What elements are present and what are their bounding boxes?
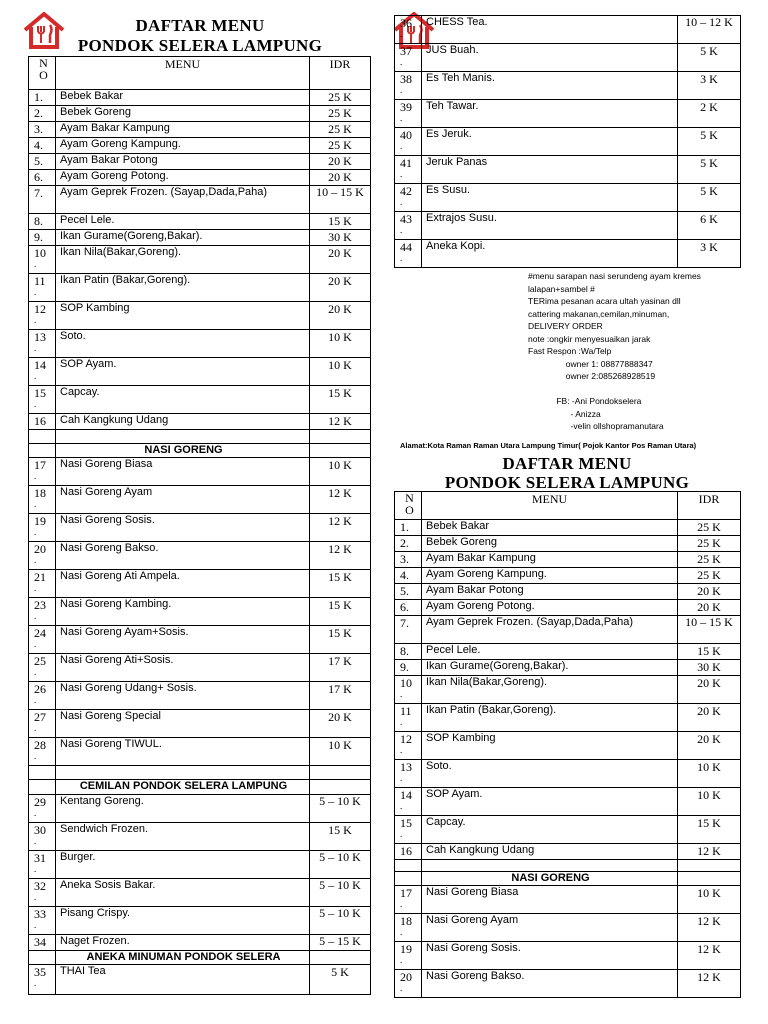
item-price: 25 K (310, 122, 371, 138)
item-price: 30 K (310, 230, 371, 246)
item-number: 26 . (29, 682, 56, 710)
menu-item-row (395, 72, 741, 100)
item-price (678, 860, 741, 872)
item-price: 5 – 10 K (310, 851, 371, 879)
item-name: THAI Tea (56, 965, 310, 995)
item-number: 14 . (29, 358, 56, 386)
item-price: 15 K (310, 386, 371, 414)
item-name: Kentang Goreng. (56, 795, 310, 823)
menu-item-row (395, 942, 741, 970)
item-name: Jeruk Panas (422, 156, 678, 184)
item-number (395, 872, 422, 886)
menu-item-row (29, 682, 371, 710)
item-name: Cah Kangkung Udang (422, 844, 678, 860)
item-name: Pecel Lele. (422, 644, 678, 660)
menu-item-row (395, 100, 741, 128)
menu-title: DAFTAR MENU (135, 16, 265, 35)
notes: #menu sarapan nasi serundeng ayam kremes lalapan+sambel # TERima pesanan acara ultah yasinan dll cattering makanan,cemilan,minuman, DELIVERY ORDER note :ongkir menyesuaikan jarak Fast Respon :Wa/Telp owner 1: 08877888347 owner 2:085268928519 FB: -Ani Pondokselera - Anizza -velin ollshopramanutara (528, 271, 701, 431)
item-name: Extrajos Susu. (422, 212, 678, 240)
menu-item-row (395, 212, 741, 240)
item-name: Ikan Nila(Bakar,Goreng). (422, 676, 678, 704)
menu-item-row (395, 600, 741, 616)
item-number: 31 . (29, 851, 56, 879)
item-name: Ayam Goreng Potong. (422, 600, 678, 616)
menu-item-row (29, 851, 371, 879)
menu-item-row (395, 704, 741, 732)
item-price: 10 K (310, 458, 371, 486)
item-number: 41 . (395, 156, 422, 184)
item-name: Ayam Bakar Kampung (422, 552, 678, 568)
item-name: JUS Buah. (422, 44, 678, 72)
menu-item-row (29, 879, 371, 907)
menu-item-row (29, 246, 371, 274)
section-title: NASI GORENG (422, 872, 678, 886)
address: Alamat:Kota Raman Raman Utara Lampung Timur( Pojok Kantor Pos Raman Utara) (400, 441, 697, 450)
item-number: 35 . (29, 965, 56, 995)
item-number: 8. (395, 644, 422, 660)
table-header (395, 492, 741, 520)
item-name: CHESS Tea. (422, 16, 678, 44)
item-name: Pisang Crispy. (56, 907, 310, 935)
table-header (29, 57, 371, 90)
menu-item-row (395, 660, 741, 676)
item-price: 10 – 15 K (678, 616, 741, 644)
menu-item-row (29, 570, 371, 598)
menu-item-row (395, 520, 741, 536)
item-name: Naget Frozen. (56, 935, 310, 951)
item-number: 16 (29, 414, 56, 430)
item-number: 18 . (29, 486, 56, 514)
item-price: 5 – 10 K (310, 879, 371, 907)
menu-item-row (395, 760, 741, 788)
item-name: Pecel Lele. (56, 214, 310, 230)
menu-item-row (395, 44, 741, 72)
menu-item-row (395, 644, 741, 660)
menu-item-row (29, 230, 371, 246)
menu-item-row (29, 710, 371, 738)
menu-item-row (29, 170, 371, 186)
section-header-row (395, 872, 741, 886)
menu-item-row (395, 970, 741, 998)
menu-item-row (29, 514, 371, 542)
item-price: 20 K (310, 154, 371, 170)
item-name: Ayam Goreng Kampung. (422, 568, 678, 584)
item-name: Nasi Goreng Ayam+Sosis. (56, 626, 310, 654)
item-name (56, 430, 310, 444)
item-number: 18 . (395, 914, 422, 942)
section-title: NASI GORENG (56, 444, 310, 458)
item-name: Nasi Goreng Ayam (422, 914, 678, 942)
header-menu: MENU (422, 492, 678, 520)
item-number: 9. (29, 230, 56, 246)
menu-item-row (395, 552, 741, 568)
item-number (29, 444, 56, 458)
menu-item-row (395, 584, 741, 600)
item-number: 7. (29, 186, 56, 214)
item-number: 33 . (29, 907, 56, 935)
menu-item-row (395, 568, 741, 584)
item-name: Ayam Geprek Frozen. (Sayap,Dada,Paha) (422, 616, 678, 644)
item-number: 16 (395, 844, 422, 860)
item-number: 15 . (395, 816, 422, 844)
item-number: 1. (29, 90, 56, 106)
menu-item-row (29, 542, 371, 570)
item-name: Capcay. (422, 816, 678, 844)
item-price (310, 951, 371, 965)
item-name: Nasi Goreng Ayam (56, 486, 310, 514)
item-price: 15 K (678, 816, 741, 844)
item-number: 15 . (29, 386, 56, 414)
item-price: 20 K (310, 246, 371, 274)
item-number: 43 . (395, 212, 422, 240)
item-name: Ayam Bakar Potong (422, 584, 678, 600)
item-name: Cah Kangkung Udang (56, 414, 310, 430)
item-price: 25 K (678, 536, 741, 552)
menu-item-row (29, 330, 371, 358)
item-number: 40 . (395, 128, 422, 156)
header-no: N O (29, 57, 56, 90)
item-price: 25 K (678, 520, 741, 536)
menu-item-row (395, 240, 741, 268)
item-price: 10 K (678, 886, 741, 914)
menu-title-2: DAFTAR MENU (502, 454, 632, 473)
item-price (310, 766, 371, 780)
item-number: 6. (29, 170, 56, 186)
menu-item-row (395, 886, 741, 914)
menu-item-row (29, 138, 371, 154)
item-name: Es Susu. (422, 184, 678, 212)
item-price: 25 K (310, 138, 371, 154)
item-name: Es Teh Manis. (422, 72, 678, 100)
section-header-row (29, 444, 371, 458)
restaurant-name-2: PONDOK SELERA LAMPUNG (444, 473, 690, 492)
header-idr: IDR (678, 492, 741, 520)
item-number: 19 . (29, 514, 56, 542)
menu-item-row (29, 122, 371, 138)
item-price: 15 K (310, 626, 371, 654)
menu-item-row (395, 128, 741, 156)
menu-item-row (29, 486, 371, 514)
item-price: 12 K (310, 514, 371, 542)
item-price: 5 K (678, 128, 741, 156)
item-name: Ayam Goreng Kampung. (56, 138, 310, 154)
item-number: 11 . (29, 274, 56, 302)
item-number: 13 . (29, 330, 56, 358)
item-name: Nasi Goreng Biasa (422, 886, 678, 914)
item-number: 4. (395, 568, 422, 584)
header-idr: IDR (310, 57, 371, 90)
item-price: 12 K (310, 414, 371, 430)
item-name: Ikan Nila(Bakar,Goreng). (56, 246, 310, 274)
item-number: 3. (395, 552, 422, 568)
item-number (29, 780, 56, 795)
item-name: Ikan Patin (Bakar,Goreng). (422, 704, 678, 732)
menu-item-row (29, 106, 371, 122)
menu-item-row (395, 816, 741, 844)
item-price: 15 K (310, 598, 371, 626)
menu-item-row (395, 156, 741, 184)
item-number: 36 . (395, 16, 422, 44)
item-price: 15 K (310, 823, 371, 851)
item-price: 20 K (678, 704, 741, 732)
item-number: 23 . (29, 598, 56, 626)
item-number (29, 951, 56, 965)
item-number: 29 . (29, 795, 56, 823)
item-number: 2. (395, 536, 422, 552)
item-name: Nasi Goreng Bakso. (422, 970, 678, 998)
menu-item-row (29, 598, 371, 626)
menu-item-row (29, 214, 371, 230)
item-price: 5 – 15 K (310, 935, 371, 951)
item-price: 30 K (678, 660, 741, 676)
item-name: Soto. (422, 760, 678, 788)
item-price: 12 K (678, 942, 741, 970)
menu-item-row (29, 386, 371, 414)
item-name: Es Jeruk. (422, 128, 678, 156)
item-price: 20 K (678, 600, 741, 616)
menu-item-row (29, 458, 371, 486)
item-number: 38 . (395, 72, 422, 100)
section-title: CEMILAN PONDOK SELERA LAMPUNG (56, 780, 310, 795)
item-number (395, 860, 422, 872)
item-price: 12 K (678, 914, 741, 942)
item-number: 28 . (29, 738, 56, 766)
item-name: Bebek Bakar (422, 520, 678, 536)
item-name: Nasi Goreng Kambing. (56, 598, 310, 626)
item-number: 5. (395, 584, 422, 600)
item-price (310, 780, 371, 795)
menu-item-row (29, 302, 371, 330)
item-number: 6. (395, 600, 422, 616)
menu-item-row (29, 965, 371, 995)
item-number (29, 766, 56, 780)
item-number: 24 . (29, 626, 56, 654)
menu-item-row (29, 795, 371, 823)
item-price: 25 K (310, 106, 371, 122)
item-name: Aneka Sosis Bakar. (56, 879, 310, 907)
item-number: 42 . (395, 184, 422, 212)
item-name: Ikan Gurame(Goreng,Bakar). (422, 660, 678, 676)
item-number: 17 . (395, 886, 422, 914)
item-price (310, 430, 371, 444)
menu-item-row (29, 935, 371, 951)
item-number (29, 430, 56, 444)
item-price: 5 K (310, 965, 371, 995)
item-name: SOP Kambing (56, 302, 310, 330)
item-price (678, 872, 741, 886)
menu-item-row (395, 616, 741, 644)
item-price: 15 K (310, 570, 371, 598)
item-price: 20 K (678, 732, 741, 760)
item-price: 15 K (678, 644, 741, 660)
menu-item-row (29, 358, 371, 386)
menu-item-row (395, 914, 741, 942)
item-name (422, 860, 678, 872)
item-name: Ikan Patin (Bakar,Goreng). (56, 274, 310, 302)
item-number: 10 . (29, 246, 56, 274)
menu-item-row (395, 184, 741, 212)
item-price: 10 K (678, 760, 741, 788)
item-price: 25 K (310, 90, 371, 106)
item-number: 25 . (29, 654, 56, 682)
item-number: 20 . (395, 970, 422, 998)
item-price: 17 K (310, 654, 371, 682)
item-name: Sendwich Frozen. (56, 823, 310, 851)
item-name: SOP Ayam. (422, 788, 678, 816)
menu-item-row (395, 676, 741, 704)
restaurant-name: PONDOK SELERA LAMPUNG (77, 36, 323, 55)
item-number: 2. (29, 106, 56, 122)
item-number: 37 . (395, 44, 422, 72)
menu-item-row (29, 738, 371, 766)
header-menu: MENU (56, 57, 310, 90)
menu-item-row (395, 788, 741, 816)
item-price: 5 K (678, 44, 741, 72)
item-name: Soto. (56, 330, 310, 358)
item-price: 10 – 15 K (310, 186, 371, 214)
item-price: 10 K (310, 330, 371, 358)
item-number: 17 . (29, 458, 56, 486)
item-name: Ayam Goreng Potong. (56, 170, 310, 186)
menu-item-row (395, 844, 741, 860)
item-name: Burger. (56, 851, 310, 879)
section-header-row (29, 780, 371, 795)
empty-row (29, 430, 371, 444)
item-price: 12 K (310, 486, 371, 514)
item-name: Bebek Bakar (56, 90, 310, 106)
item-name: Bebek Goreng (56, 106, 310, 122)
empty-row (29, 766, 371, 780)
item-price: 3 K (678, 240, 741, 268)
item-price: 25 K (678, 552, 741, 568)
menu-item-row (29, 907, 371, 935)
item-name: SOP Kambing (422, 732, 678, 760)
menu-item-row (395, 732, 741, 760)
item-name: Teh Tawar. (422, 100, 678, 128)
item-number: 1. (395, 520, 422, 536)
item-price: 5 – 10 K (310, 795, 371, 823)
item-price: 20 K (310, 710, 371, 738)
header-no: N O (395, 492, 422, 520)
item-number: 27 . (29, 710, 56, 738)
empty-row (395, 860, 741, 872)
item-number: 14 . (395, 788, 422, 816)
item-price: 6 K (678, 212, 741, 240)
item-name: Bebek Goreng (422, 536, 678, 552)
menu-item-row (29, 823, 371, 851)
item-number: 3. (29, 122, 56, 138)
menu-item-row (29, 414, 371, 430)
item-name: Nasi Goreng Udang+ Sosis. (56, 682, 310, 710)
item-price (310, 444, 371, 458)
item-price: 15 K (310, 214, 371, 230)
menu-item-row (395, 16, 741, 44)
item-price: 12 K (310, 542, 371, 570)
item-number: 8. (29, 214, 56, 230)
menu-table-drinks (394, 15, 741, 268)
item-name: Ayam Bakar Kampung (56, 122, 310, 138)
item-price: 20 K (310, 302, 371, 330)
menu-item-row (29, 154, 371, 170)
item-number: 20 . (29, 542, 56, 570)
item-name: Ayam Geprek Frozen. (Sayap,Dada,Paha) (56, 186, 310, 214)
item-price: 10 K (678, 788, 741, 816)
item-price: 25 K (678, 568, 741, 584)
item-number: 44 . (395, 240, 422, 268)
item-name: Nasi Goreng Bakso. (56, 542, 310, 570)
item-name: Nasi Goreng Sosis. (422, 942, 678, 970)
item-name (56, 766, 310, 780)
item-number: 10 . (395, 676, 422, 704)
item-price: 5 – 10 K (310, 907, 371, 935)
menu-item-row (29, 654, 371, 682)
menu-item-row (29, 186, 371, 214)
item-number: 21 . (29, 570, 56, 598)
item-price: 12 K (678, 970, 741, 998)
item-name: Capcay. (56, 386, 310, 414)
item-price: 12 K (678, 844, 741, 860)
item-price: 3 K (678, 72, 741, 100)
item-price: 5 K (678, 156, 741, 184)
item-number: 9. (395, 660, 422, 676)
item-number: 4. (29, 138, 56, 154)
item-price: 20 K (310, 274, 371, 302)
item-price: 10 K (310, 738, 371, 766)
item-price: 20 K (310, 170, 371, 186)
item-price: 20 K (678, 584, 741, 600)
item-name: Nasi Goreng Sosis. (56, 514, 310, 542)
menu-item-row (29, 626, 371, 654)
item-number: 7. (395, 616, 422, 644)
menu-table-left (28, 56, 371, 995)
menu-item-row (29, 274, 371, 302)
item-price: 20 K (678, 676, 741, 704)
section-header-row (29, 951, 371, 965)
item-price: 10 K (310, 358, 371, 386)
item-number: 39 . (395, 100, 422, 128)
item-number: 5. (29, 154, 56, 170)
item-number: 12 . (395, 732, 422, 760)
item-name: Nasi Goreng Ati Ampela. (56, 570, 310, 598)
item-name: Ikan Gurame(Goreng,Bakar). (56, 230, 310, 246)
item-number: 11 . (395, 704, 422, 732)
item-name: Nasi Goreng Special (56, 710, 310, 738)
item-price: 2 K (678, 100, 741, 128)
item-number: 13 . (395, 760, 422, 788)
section-title: ANEKA MINUMAN PONDOK SELERA (56, 951, 310, 965)
item-price: 10 – 12 K (678, 16, 741, 44)
item-number: 34 (29, 935, 56, 951)
item-number: 12 . (29, 302, 56, 330)
menu-item-row (395, 536, 741, 552)
item-name: Nasi Goreng TIWUL. (56, 738, 310, 766)
item-number: 19 . (395, 942, 422, 970)
item-name: Nasi Goreng Ati+Sosis. (56, 654, 310, 682)
item-name: SOP Ayam. (56, 358, 310, 386)
item-name: Ayam Bakar Potong (56, 154, 310, 170)
menu-item-row (29, 90, 371, 106)
item-price: 17 K (310, 682, 371, 710)
item-price: 5 K (678, 184, 741, 212)
menu-table-right (394, 491, 741, 998)
item-number: 30 . (29, 823, 56, 851)
item-name: Aneka Kopi. (422, 240, 678, 268)
item-name: Nasi Goreng Biasa (56, 458, 310, 486)
item-number: 32 . (29, 879, 56, 907)
